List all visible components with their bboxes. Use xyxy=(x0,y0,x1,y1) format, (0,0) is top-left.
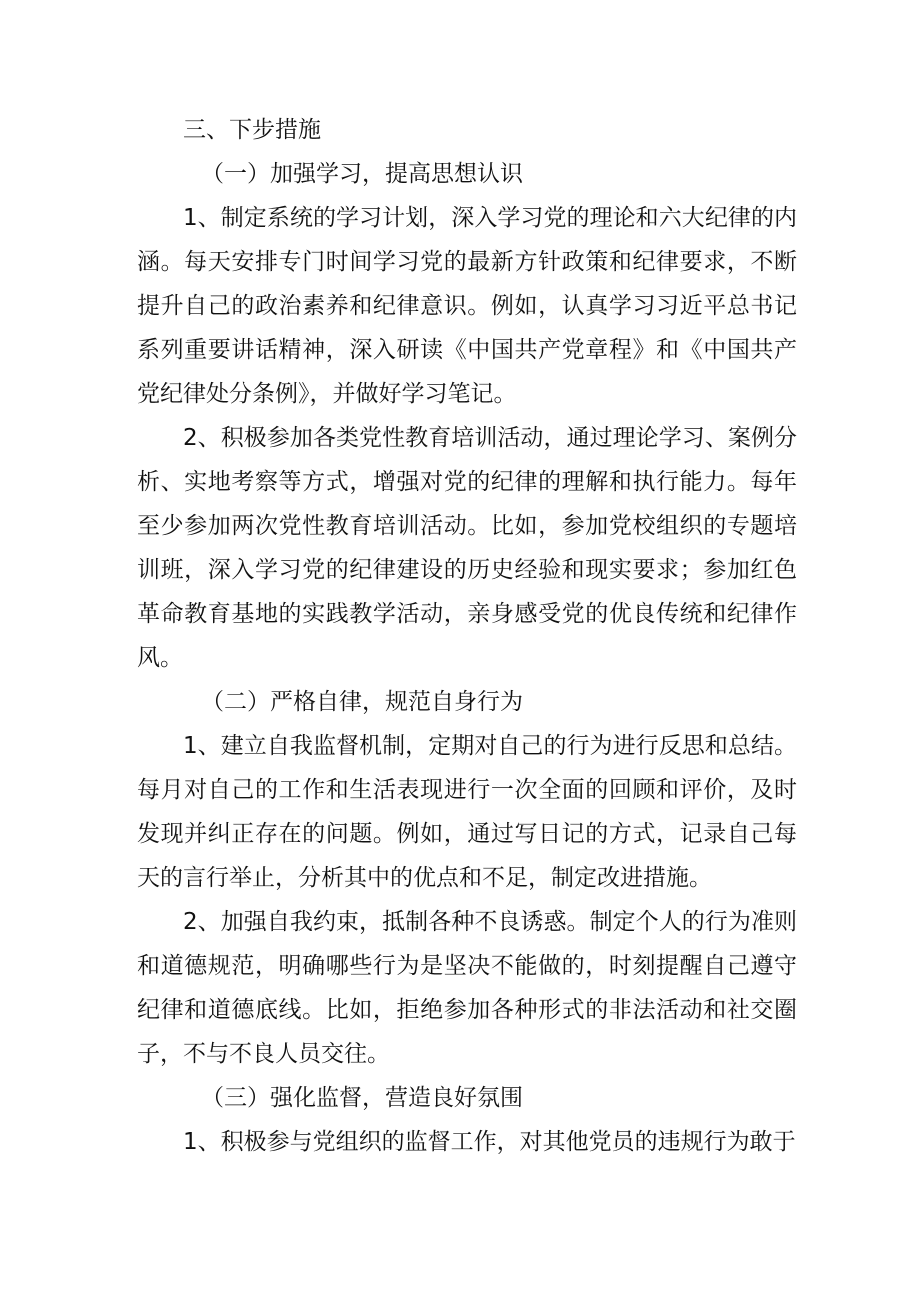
subsection-title-1: （一）加强学习，提高思想认识 xyxy=(201,161,523,187)
subsection-title-2: （二）严格自律，规范自身行为 xyxy=(201,689,523,715)
subsection-title-3: （三）强化监督，营造良好氛围 xyxy=(201,1085,523,1111)
section-title: 三、下步措施 xyxy=(183,117,321,143)
paragraph: 2、加强自我约束，抵制各种不良诱惑。制定个人的行为准则和道德规范，明确哪些行为是坚决不能做的，时刻提醒自己遵守纪律和道德底线。比如，拒绝参加各种形式的非法活动和社交圈子，不与不良人员交往。 xyxy=(137,909,797,1067)
paragraph: 1、建立自我监督机制，定期对自己的行为进行反思和总结。每月对自己的工作和生活表现进行一次全面的回顾和评价，及时发现并纠正存在的问题。例如，通过写日记的方式，记录自己每天的言行举止，分析其中的优点和不足，制定改进措施。 xyxy=(137,733,797,891)
paragraph: 1、积极参与党组织的监督工作，对其他党员的违规行为敢于 xyxy=(183,1129,796,1155)
paragraph: 2、积极参加各类党性教育培训活动，通过理论学习、案例分析、实地考察等方式，增强对党的纪律的理解和执行能力。每年至少参加两次党性教育培训活动。比如，参加党校组织的专题培训班，深入学习党的纪律建设的历史经验和现实要求；参加红色革命教育基地的实践教学活动，亲身感受党的优良传统和纪律作风。 xyxy=(137,425,797,671)
paragraph: 1、制定系统的学习计划，深入学习党的理论和六大纪律的内涵。每天安排专门时间学习党的最新方针政策和纪律要求，不断提升自己的政治素养和纪律意识。例如，认真学习习近平总书记系列重要讲话精神，深入研读《中国共产党章程》和《中国共产党纪律处分条例》，并做好学习笔记。 xyxy=(137,205,797,407)
document-body xyxy=(137,108,797,1164)
